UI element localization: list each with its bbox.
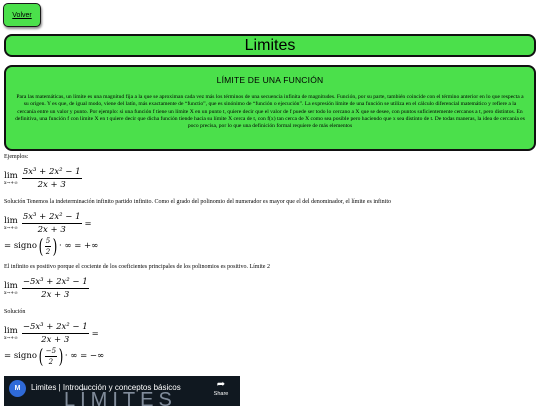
limit-operator: lim x→+∞ <box>4 170 18 186</box>
examples-section <box>4 153 536 366</box>
example-1-result: = signo ( $\frac{5}{2}$ ) · ∞ = +∞ <box>4 234 99 258</box>
channel-logo-icon[interactable]: M <box>9 380 26 397</box>
example-2-result: = signo ( $\frac{-5}{2}$ ) · ∞ = −∞ <box>4 344 105 368</box>
example-1-fraction <box>22 167 82 190</box>
equals-sign: = <box>84 218 92 229</box>
example-2-expression <box>4 277 536 300</box>
example-2-solution: Solución <box>4 309 26 315</box>
equals-sign: = <box>91 328 99 339</box>
examples-label: Ejemplos: <box>4 154 29 160</box>
example-1-fraction: $\frac{\text{5x³ + 2x² − 1}}{2x + 3}$ <box>22 212 81 235</box>
example-1-expression-repeat <box>4 212 536 235</box>
example-2-fraction: $\frac{\text{−5x³ + 2x² − 1}}{2x + 3}$ <box>22 322 88 345</box>
example-1-expression <box>4 167 536 190</box>
video-thumbnail-text: LÍMITES <box>64 389 177 406</box>
back-button[interactable]: Volver <box>3 3 41 27</box>
limit-operator: lim x→+∞ <box>4 325 18 341</box>
example-2-numerator: −5x³ + 2x² − 1 <box>22 277 88 287</box>
limit-operator: lim x→+∞ <box>4 280 18 296</box>
limit-operator: lim x→+∞ <box>4 215 18 231</box>
example-1-numerator: 5x³ + 2x² − 1 <box>22 167 81 177</box>
page-title: Limites <box>4 34 536 57</box>
share-icon: ➦ <box>216 379 226 390</box>
share-button[interactable] <box>210 379 232 397</box>
definition-text: Para las matemáticas, un límite es una magnitud fija a la que se aproximan cada vez más los términos de una secuencia infinita de magnitudes. Función, por su parte, también coincide con el término anterior en lo que respecta a su origen. Y es que, de igual modo, viene del latín, más exactamente de “functio”, que es sinónimo de “función o ejecución”. La expresión límite de una función se utiliza en el cálculo diferencial matemático y refiere a la cercanía entre un valor y punto. Por ejemplo: si una función f tiene un límite X en un punto t, quiere decir que el valor de f puede ser todo lo cercano a X que se desee, con puntos suficientemente cercanos a t, pero distintos. En definitiva, una función f con límite X en t quiere decir que dicha función tiende hacia su límite X cerca de t, con f(x) tan cerca de X como sea posible pero haciendo que x sea distinto de t. De todas maneras, la idea de cercanía es poco precisa, por lo que una definición formal requiere de más elementos <box>15 94 525 130</box>
example-1-note: El infinito es positivo porque el cociente de los coeficientes principales de los polinomios es positivo. Límite 2 <box>4 264 270 270</box>
video-title[interactable]: Limites | Introducción y conceptos básicos <box>31 383 181 392</box>
share-label: Share <box>213 391 229 397</box>
definition-title: LÍMITE DE UNA FUNCIÓN <box>216 75 324 85</box>
example-1-solution: Solución Tenemos la indeterminación infinito partido infinito. Como el grado del polinomio del numerador es mayor que el del denominador, el límite es infinito <box>4 199 391 205</box>
example-2-expression-repeat <box>4 322 536 345</box>
example-2-denominator: 2x + 3 <box>41 290 70 300</box>
video-embed[interactable] <box>4 376 240 406</box>
example-2-fraction <box>22 277 89 300</box>
definition-box <box>4 65 536 151</box>
example-1-denominator: 2x + 3 <box>37 180 66 190</box>
